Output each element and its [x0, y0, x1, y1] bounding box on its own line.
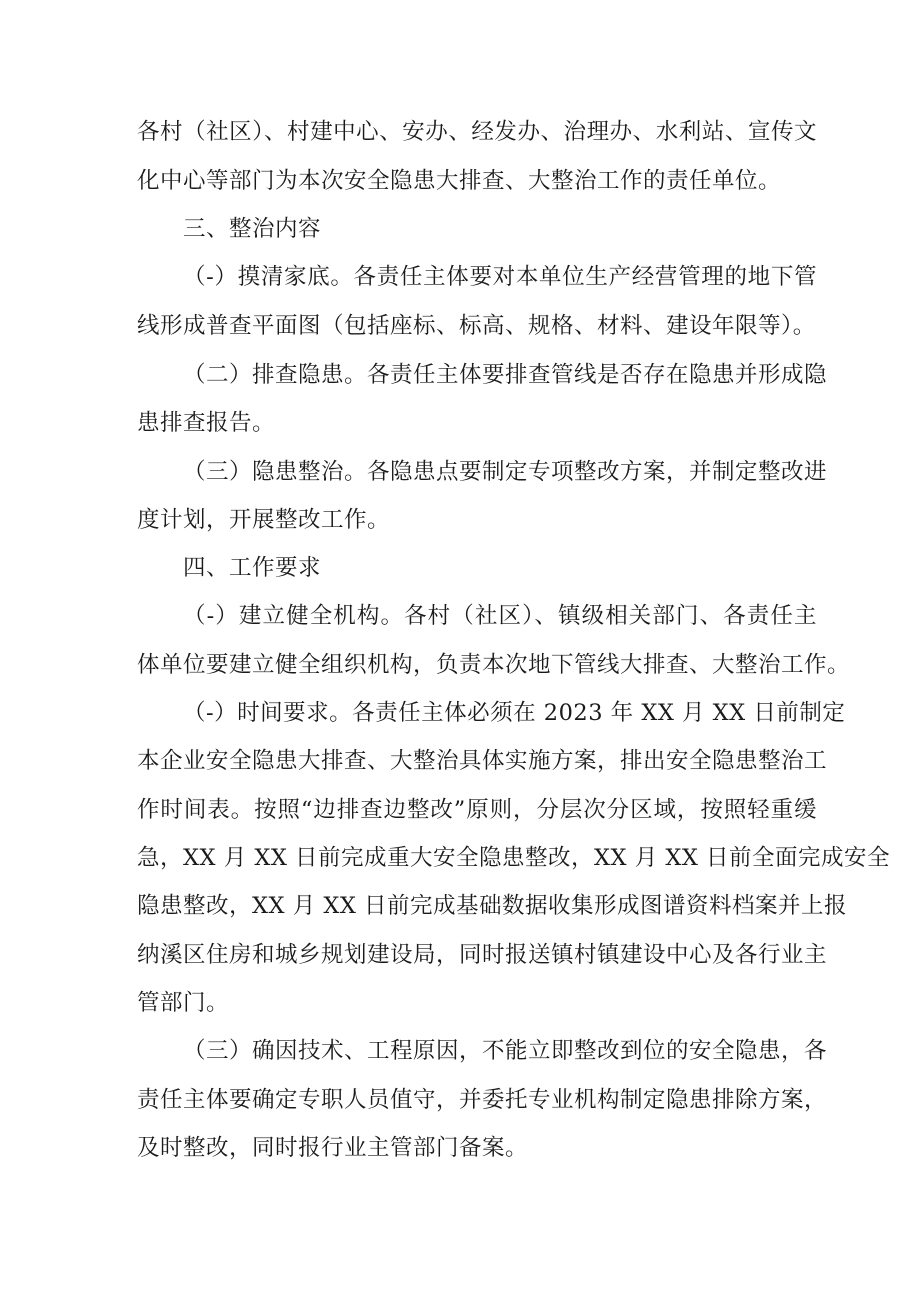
text-line: 本企业安全隐患大排查、大整治具体实施方案，排出安全隐患整治工 — [137, 748, 828, 774]
text-line: 化中心等部门为本次安全隐患大排查、大整治工作的责任单位。 — [137, 168, 782, 194]
text-line: （-）时间要求。各责任主体必须在 2023 年 XX 月 XX 日前制定 — [183, 700, 846, 726]
section-heading: 四、工作要求 — [183, 555, 322, 581]
text-line: 作时间表。按照“边排查边整改”原则，分层次分区域，按照轻重缓 — [137, 797, 817, 823]
text-line: （三）隐患整治。各隐患点要制定专项整改方案，并制定整改进 — [183, 459, 828, 485]
text-line: 线形成普查平面图（包括座标、标高、规格、材料、建设年限等）。 — [137, 313, 816, 339]
text-line: 急，XX 月 XX 日前完成重大安全隐患整改，XX 月 XX 日前全面完成安全 — [137, 845, 891, 871]
text-line: 度计划，开展整改工作。 — [137, 507, 391, 533]
section-heading: 三、整治内容 — [183, 216, 322, 242]
text-line: 患排查报告。 — [137, 410, 276, 436]
text-line: 纳溪区住房和城乡规划建设局，同时报送镇村镇建设中心及各行业主 — [137, 942, 828, 968]
text-line: （二）排查隐患。各责任主体要排查管线是否存在隐患并形成隐 — [183, 362, 828, 388]
text-line: 责任主体要确定专职人员值守，并委托专业机构制定隐患排除方案， — [137, 1087, 828, 1113]
text-line: 体单位要建立健全组织机构，负责本次地下管线大排查、大整治工作。 — [137, 652, 851, 678]
text-line: 及时整改，同时报行业主管部门备案。 — [137, 1135, 529, 1161]
text-line: （三）确因技术、工程原因，不能立即整改到位的安全隐患，各 — [183, 1038, 828, 1064]
text-line: 各村（社区）、村建中心、安办、经发办、治理办、水利站、宣传文 — [137, 119, 817, 145]
text-line: 隐患整改，XX 月 XX 日前完成基础数据收集形成图谱资料档案并上报 — [137, 893, 848, 919]
text-line: （-）建立健全机构。各村（社区）、镇级相关部门、各责任主 — [183, 603, 817, 629]
text-line: 管部门。 — [137, 990, 230, 1016]
text-line: （-）摸清家底。各责任主体要对本单位生产经营管理的地下管 — [183, 264, 817, 290]
